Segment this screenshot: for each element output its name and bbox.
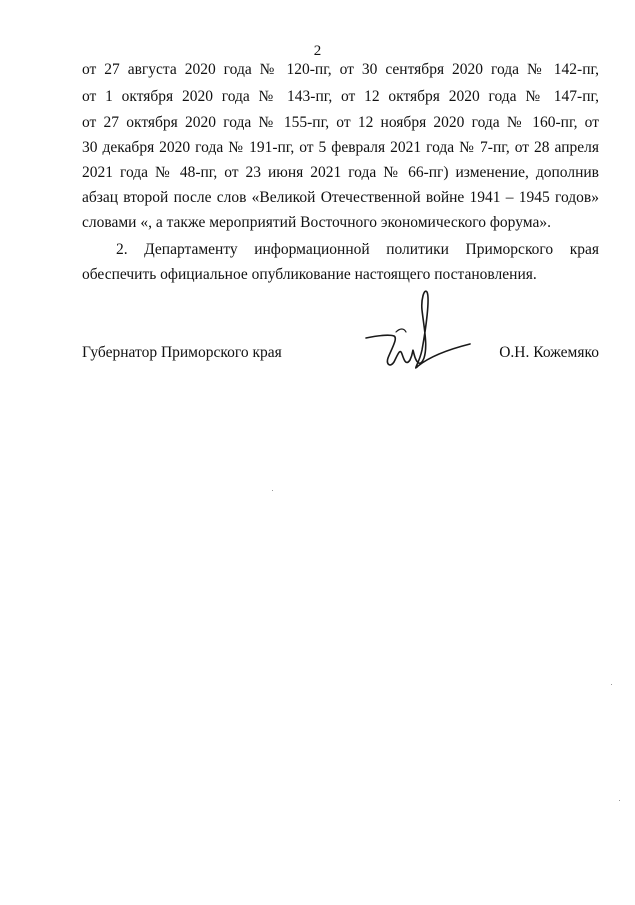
- body-line: 30 декабря 2020 года № 191-пг, от 5 февраля 2021 года № 7-пг, от 28 апреля: [82, 139, 599, 156]
- page-number: 2: [313, 43, 322, 59]
- body-line: словами «, а также мероприятий Восточного экономического форума».: [82, 214, 551, 231]
- scan-speck: [619, 800, 620, 801]
- scan-speck: [272, 490, 273, 491]
- scan-speck: [611, 684, 612, 685]
- body-line: от 27 августа 2020 года № 120-пг, от 30 сентября 2020 года № 142-пг,: [82, 61, 599, 78]
- body-line: от 27 октября 2020 года № 155-пг, от 12 ноября 2020 года № 160-пг, от: [82, 114, 599, 131]
- handwritten-signature: [362, 288, 474, 376]
- body-line: абзац второй после слов «Великой Отечественной войне 1941 – 1945 годов»: [82, 189, 599, 206]
- signatory-title: Губернатор Приморского края: [82, 344, 282, 361]
- item-2-line: обеспечить официальное опубликование настоящего постановления.: [82, 266, 537, 283]
- body-line: от 1 октября 2020 года № 143-пг, от 12 октября 2020 года № 147-пг,: [82, 88, 599, 105]
- item-2-line: 2. Департаменту информационной политики Приморского края: [116, 241, 599, 258]
- body-line: 2021 года № 48-пг, от 23 июня 2021 года № 66-пг) изменение, дополнив: [82, 164, 599, 181]
- signatory-name: О.Н. Кожемяко: [499, 344, 599, 361]
